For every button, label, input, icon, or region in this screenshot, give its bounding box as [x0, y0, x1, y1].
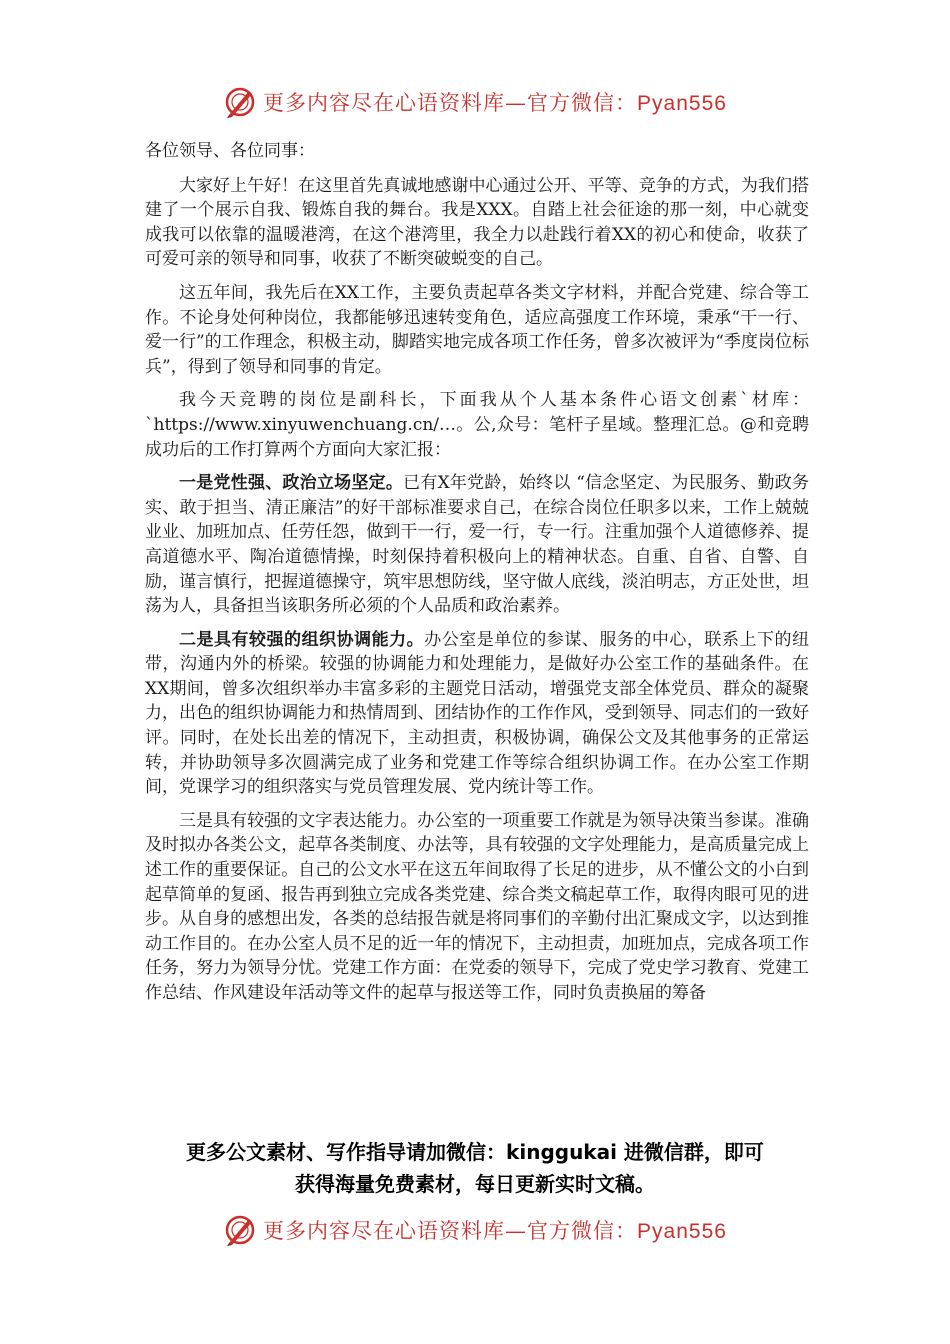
greeting: 各位领导、各位同事： [145, 141, 315, 161]
paragraph-lead: 二是具有较强的组织协调能力。 [179, 629, 425, 650]
banner-wechat-label: 官方微信： [527, 91, 638, 115]
paragraph-text: 已有X年党龄，始终以 “信念坚定、为民服务、勤政务实、敢于担当、清正廉洁”的好干部标准要求自己，在综合岗位任职多以来，工作上兢兢业业、加班加点、任劳任怨，做到干一行，爱一行，专一行。注重加强个人道德修养、提高道德水平、陶冶道德情操，时刻保持着积极向上的精神状态。自重、自省、自警、自励，谨言慎行，把握道德操守，筑牢思想防线，坚守做人底线，淡泊明志，方正处世，坦荡为人，具备担当该职务所必须的个人品质和政治素养。 [145, 473, 809, 617]
header-banner [0, 84, 950, 120]
banner-text [263, 87, 727, 117]
promo-line-1: 更多公文素材、写作指导请加微信：kinggukai 进微信群，即可 [186, 1140, 764, 1164]
paragraph-5 [145, 628, 809, 800]
paragraph-text: 我今天竞聘的岗位是副科长，下面我从个人基本条件心语文创素`材库：`https://www.xinyuwenchuang.cn/…。公,众号：笔杆子星域。整理汇总。@和竞聘成功后的工作打算两个方面向大家汇报： [145, 390, 809, 460]
banner-text [263, 1215, 727, 1245]
pen-logo-icon [223, 85, 257, 119]
paragraph-text: 三是具有较强的文字表达能力。办公室的一项重要工作就是为领导决策当参谋。准确及时拟办各类公文，起草各类制度、办法等，具有较强的文字处理能力，是高质量完成上述工作的重要保证。自己的公文水平在这五年间取得了长足的进步，从不懂公文的小白到起草简单的复函、报告再到独立完成各类党建、综合类文稿起草工作，取得肉眼可见的进步。从自身的感想出发，各类的总结报告就是将同事们的辛勤付出汇聚成文字，以达到推动工作目的。在办公室人员不足的近一年的情况下，主动担责，加班加点，完成各项工作任务，努力为领导分忧。党建工作方面：在党委的领导下，完成了党史学习教育、党建工作总结、作风建设年活动等文件的起草与报送等工作，同时负责换届的筹备 [145, 810, 809, 1003]
banner-separator: — [505, 1219, 528, 1243]
pen-logo-icon [223, 1213, 257, 1247]
paragraph-4 [145, 471, 809, 619]
document-body [145, 139, 809, 1015]
footer-banner [0, 1212, 950, 1248]
paragraph-text: 这五年间，我先后在XX工作，主要负责起草各类文字材料，并配合党建、综合等工作。不论身处何种岗位，我都能够迅速转变角色，适应高强度工作环境，秉承“干一行、爱一行”的工作理念，积极主动，脚踏实地完成各项工作任务，曾多次被评为“季度岗位标兵”，得到了领导和同事的肯定。 [145, 282, 809, 377]
paragraph-1 [145, 174, 809, 272]
paragraph-text: 大家好上午好！在这里首先真诚地感谢中心通过公开、平等、竞争的方式，为我们搭建了一个展示自我、锻炼自我的舞台。我是XXX。自踏上社会征途的那一刻，中心就变成我可以依靠的温暖港湾，在这个港湾里，我全力以赴践行着XX的初心和使命，收获了可爱可亲的领导和同事，收获了不断突破蜕变的自己。 [145, 175, 809, 270]
promo-line-2: 获得海量免费素材，每日更新实时文稿。 [295, 1172, 655, 1196]
banner-wechat-id: Pyan556 [637, 92, 727, 115]
promo-notice [0, 1136, 950, 1200]
banner-separator: — [505, 91, 528, 115]
paragraph-text: 办公室是单位的参谋、服务的中心，联系上下的纽带，沟通内外的桥梁。较强的协调能力和处理能力，是做好办公室工作的基础条件。在XX期间，曾多次组织举办丰富多彩的主题党日活动，增强党支部全体党员、群众的凝聚力，出色的组织协调能力和热情周到、团结协作的工作作风，受到领导、同志们的一致好评。同时，在处长出差的情况下，主动担责，积极协调，确保公文及其他事务的正常运转，并协助领导多次圆满完成了业务和党建工作等综合组织协调工作。在办公室工作期间，党课学习的组织落实与党员管理发展、党内统计等工作。 [145, 629, 810, 798]
paragraph-6 [145, 809, 809, 1006]
paragraph-3 [145, 388, 809, 462]
banner-title: 更多内容尽在心语资料库 [263, 91, 506, 115]
paragraph-lead: 一是党性强、政治立场坚定。 [179, 473, 404, 494]
banner-title: 更多内容尽在心语资料库 [263, 1219, 506, 1243]
banner-wechat-id: Pyan556 [637, 1220, 727, 1243]
banner-wechat-label: 官方微信： [527, 1219, 638, 1243]
paragraph-2 [145, 281, 809, 379]
